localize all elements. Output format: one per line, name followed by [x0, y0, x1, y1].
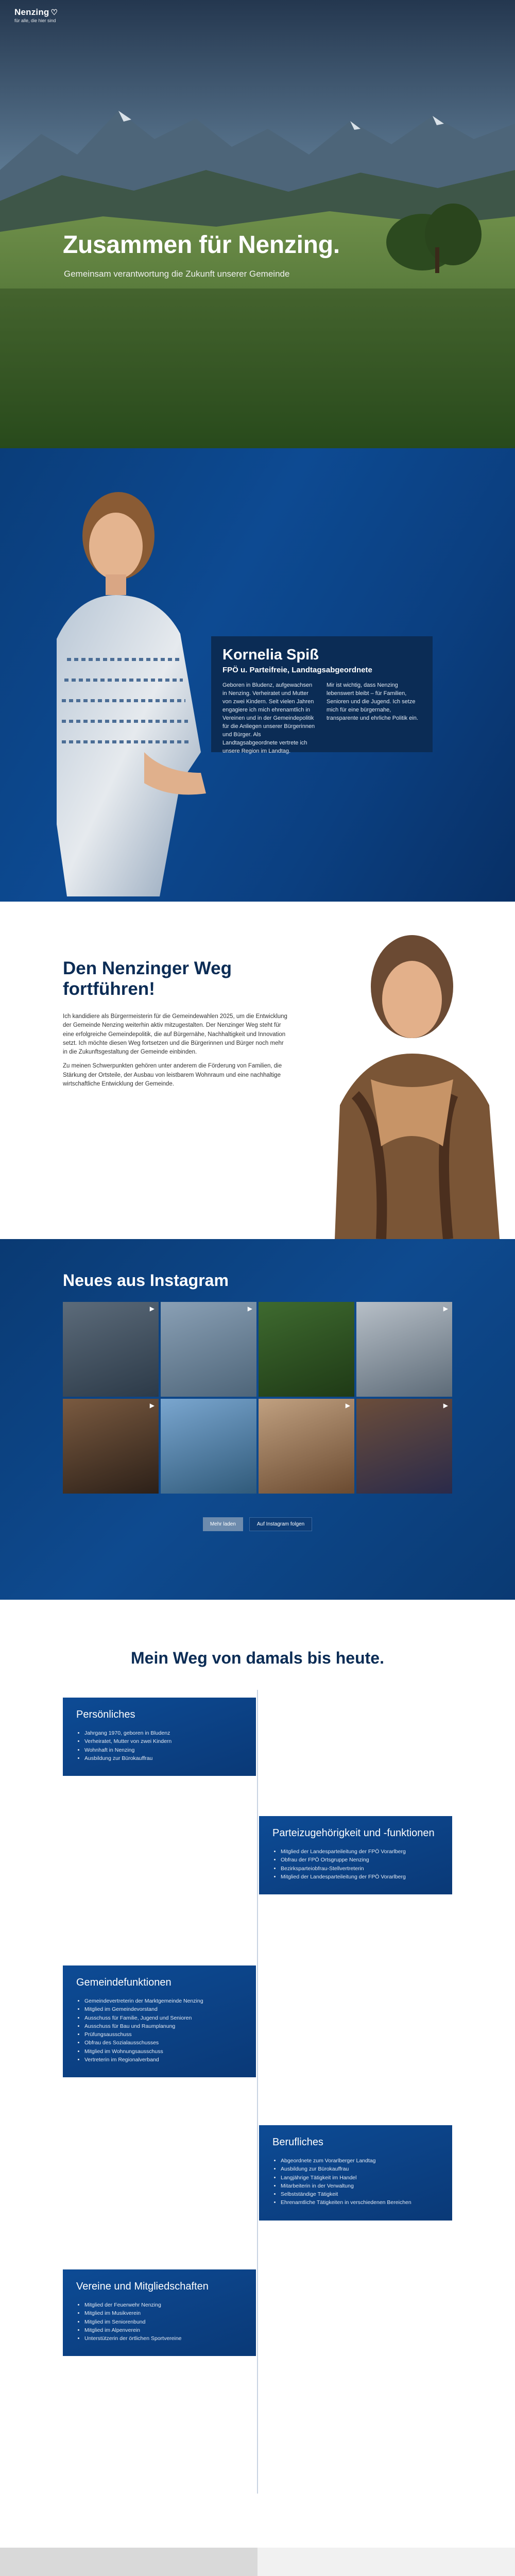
- timeline-box-partei: [259, 1816, 452, 1894]
- timeline-box-title: Berufliches: [272, 2137, 323, 2148]
- hero-subtitle: Gemeinsam verantwortung die Zukunft unserer Gemeinde: [64, 269, 290, 279]
- timeline-item: • Mitarbeiterin in der Verwaltung: [281, 2182, 439, 2190]
- timeline-item: • Bezirksparteiobfrau-Stellvertreterin: [281, 1865, 439, 1873]
- instagram-grid: [63, 1302, 452, 1494]
- timeline-box-persoenliches: [63, 1698, 256, 1776]
- timeline-item: • Unterstützerin der örtlichen Sportvereine: [84, 2334, 243, 2343]
- timeline-box-title: Parteizugehörigkeit und -funktionen: [272, 1827, 435, 1839]
- logo-text: Nenzing: [14, 7, 49, 17]
- logo-tagline: für alle, die hier sind: [14, 18, 56, 23]
- instagram-post[interactable]: [161, 1399, 256, 1494]
- timeline-item: • Ausschuss für Bau und Raumplanung: [84, 2022, 243, 2030]
- instagram-title: Neues aus Instagram: [63, 1271, 229, 1290]
- profile-section: [0, 448, 515, 902]
- video-icon: ▶: [149, 1305, 154, 1312]
- hero-title: Zusammen für Nenzing.: [63, 231, 340, 259]
- instagram-post[interactable]: [356, 1302, 452, 1397]
- timeline-item: • Gemeindevertreterin der Marktgemeinde Nenzing: [84, 1997, 243, 2005]
- profile-name: Kornelia Spiß: [222, 647, 319, 663]
- timeline-item: • Jahrgang 1970, geboren in Bludenz: [84, 1729, 243, 1737]
- load-more-button[interactable]: Mehr laden: [203, 1517, 243, 1531]
- timeline-item: • Prüfungsausschuss: [84, 2030, 243, 2039]
- instagram-post[interactable]: [63, 1302, 159, 1397]
- timeline-box-title: Vereine und Mitgliedschaften: [76, 2281, 209, 2292]
- heart-icon: ♡: [50, 8, 58, 17]
- instagram-section: [0, 1239, 515, 1600]
- timeline-item: • Obfrau der FPÖ Ortsgruppe Nenzing: [281, 1856, 439, 1864]
- timeline-item: • Mitglied der Feuerwehr Nenzing: [84, 2301, 243, 2309]
- hero-section: [0, 0, 515, 448]
- timeline-item: • Abgeordnete zum Vorarlberger Landtag: [281, 2157, 439, 2165]
- timeline-item: • Vertreterin im Regionalverband: [84, 2056, 243, 2064]
- profile-role: FPÖ u. Parteifreie, Landtagsabgeordnete: [222, 666, 372, 674]
- weg-title: Den Nenzinger Weg fortführen!: [63, 958, 232, 999]
- timeline-item: • Obfrau des Sozialausschusses: [84, 2039, 243, 2047]
- timeline-item: • Mitglied im Wohnungsausschuss: [84, 2047, 243, 2056]
- weg-paragraph: Ich kandidiere als Bürgermeisterin für die Gemeindewahlen 2025, um die Entwicklung der Gemeinde Nenzing weiterhin aktiv mitzugestalten. Der Nenzinger Weg steht für eine erfolgreiche Gemeindepolitik, die auf Bürgernähe, Nachhaltigkeit und Innovation setzt. Ich möchte diesen Weg fortsetzen und die Bürgerinnen und Bürger noch mehr in die Zukunftsgestaltung der Gemeinde einbinden.: [63, 1013, 287, 1055]
- instagram-post[interactable]: [259, 1302, 354, 1397]
- vote-section: [0, 2548, 515, 2576]
- timeline-item: • Ausbildung zur Bürokauffrau: [84, 1754, 243, 1762]
- timeline-item: • Ausbildung zur Bürokauffrau: [281, 2165, 439, 2173]
- timeline-title: Mein Weg von damals bis heute.: [131, 1649, 384, 1667]
- timeline-item: • Wohnhaft in Nenzing: [84, 1746, 243, 1754]
- timeline-box-beruf: [259, 2125, 452, 2221]
- profile-text-left: Geboren in Bludenz, aufgewachsen in Nenzing. Verheiratet und Mutter von zwei Kindern. Seit vielen Jahren engagiere ich mich ehrenamtlich in Vereinen und in der Gemeindepolitik für die Anliegen unserer Bürgerinnen und Bürger. Als Landtagsabgeordnete vertrete ich unsere Region im Landtag.: [222, 682, 315, 754]
- site-logo[interactable]: [14, 7, 58, 23]
- timeline-box-title: Persönliches: [76, 1709, 135, 1720]
- timeline-line: [257, 1690, 258, 2494]
- video-icon: ▶: [247, 1305, 252, 1312]
- timeline-item: • Ehrenamtliche Tätigkeiten in verschiedenen Bereichen: [281, 2198, 439, 2207]
- timeline-box-vereine: [63, 2269, 256, 2356]
- timeline-box-gemeinde: [63, 1965, 256, 2077]
- timeline-item: • Mitglied im Seniorenbund: [84, 2318, 243, 2326]
- timeline-section: [0, 1600, 515, 2548]
- timeline-item: • Mitglied im Musikverein: [84, 2309, 243, 2317]
- video-icon: ▶: [149, 1402, 154, 1409]
- mountain-landscape: [0, 0, 515, 448]
- weg-paragraph: Zu meinen Schwerpunkten gehören unter anderem die Förderung von Familien, die Stärkung der Ortsteile, der Ausbau von leistbarem Wohnraum und eine nachhaltige wirtschaftliche Entwicklung der Gemeinde.: [63, 1063, 282, 1087]
- weg-section: [0, 902, 515, 1239]
- timeline-box-title: Gemeindefunktionen: [76, 1977, 171, 1988]
- team-photo: [0, 2548, 258, 2576]
- profile-text-right: Mir ist wichtig, dass Nenzing lebenswert bleibt – für Familien, Senioren und die Jugend. Ich setze mich für eine bürgernahe, transparente und ehrliche Politik ein.: [327, 682, 418, 721]
- instagram-post[interactable]: [356, 1399, 452, 1494]
- timeline-item: • Mitglied im Alpenverein: [84, 2326, 243, 2334]
- instagram-post[interactable]: [259, 1399, 354, 1494]
- video-icon: ▶: [443, 1402, 448, 1409]
- portrait-photo-2: [324, 909, 510, 1239]
- video-icon: ▶: [443, 1305, 448, 1312]
- timeline-item: • Mitglied im Gemeindevorstand: [84, 2005, 243, 2013]
- timeline-item: • Langjährige Tätigkeit im Handel: [281, 2174, 439, 2182]
- video-icon: ▶: [345, 1402, 350, 1409]
- timeline-item: • Mitglied der Landesparteileitung der FPÖ Vorarlberg: [281, 1848, 439, 1856]
- profile-card: [211, 636, 433, 752]
- instagram-post[interactable]: [161, 1302, 256, 1397]
- instagram-post[interactable]: [63, 1399, 159, 1494]
- timeline-item: • Ausschuss für Familie, Jugend und Senioren: [84, 2014, 243, 2022]
- instagram-follow-button[interactable]: Auf Instagram folgen: [249, 1517, 312, 1531]
- timeline-item: • Verheiratet, Mutter von zwei Kindern: [84, 1737, 243, 1745]
- timeline-item: • Mitglied der Landesparteileitung der FPÖ Vorarlberg: [281, 1873, 439, 1881]
- timeline-item: • Selbstständige Tätigkeit: [281, 2190, 439, 2198]
